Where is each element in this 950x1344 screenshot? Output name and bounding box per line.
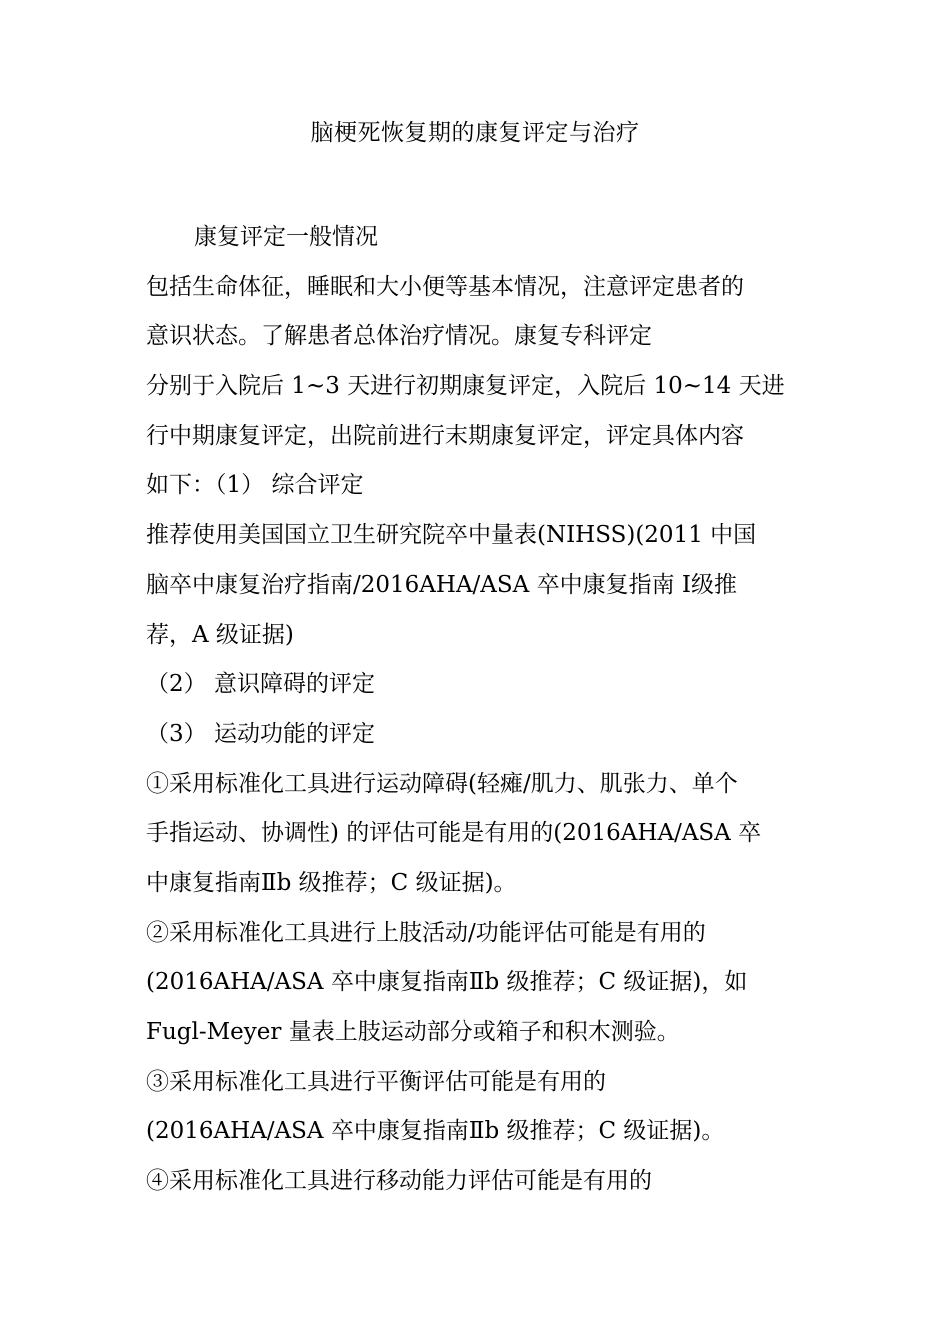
paragraph-line: ③采用标准化工具进行平衡评估可能是有用的 [146, 1068, 606, 1095]
paragraph-line: (2016AHA/ASA 卒中康复指南Ⅱb 级推荐；C 级证据)，如 [146, 969, 748, 996]
paragraph-line: 意识状态。了解患者总体治疗情况。康复专科评定 [146, 323, 652, 350]
paragraph-line: 荐，A 级证据) [146, 621, 294, 648]
section-heading: 康复评定一般情况 [194, 224, 378, 250]
paragraph-line: ①采用标准化工具进行运动障碍(轻瘫/肌力、肌张力、单个 [146, 770, 738, 797]
paragraph-line: 脑卒中康复治疗指南/2016AHA/ASA 卒中康复指南 Ⅰ级推 [146, 571, 737, 598]
paragraph-line: 中康复指南Ⅱb 级推荐；C 级证据)。 [146, 869, 517, 896]
paragraph-line: ②采用标准化工具进行上肢活动/功能评估可能是有用的 [146, 919, 706, 946]
paragraph-line: 包括生命体征，睡眠和大小便等基本情况，注意评定患者的 [146, 273, 744, 300]
paragraph-line: 如下：（1） 综合评定 [146, 472, 364, 499]
list-item-heading: （2） 意识障碍的评定 [146, 671, 375, 698]
paragraph-line: ④采用标准化工具进行移动能力评估可能是有用的 [146, 1168, 652, 1195]
document-title: 脑梗死恢复期的康复评定与治疗 [310, 120, 640, 146]
list-item-heading: （3） 运动功能的评定 [146, 720, 375, 747]
paragraph-line: 行中期康复评定，出院前进行末期康复评定，评定具体内容 [146, 422, 744, 449]
paragraph-line: (2016AHA/ASA 卒中康复指南Ⅱb 级推荐；C 级证据)。 [146, 1118, 725, 1145]
paragraph-line: 手指运动、协调性) 的评估可能是有用的(2016AHA/ASA 卒 [146, 820, 762, 847]
paragraph-line: 推荐使用美国国立卫生研究院卒中量表(NIHSS)(2011 中国 [146, 522, 757, 549]
paragraph-line: 分别于入院后 1~3 天进行初期康复评定，入院后 10~14 天进 [146, 373, 785, 400]
document-body [146, 213, 816, 1207]
paragraph-line: Fugl-Meyer 量表上肢运动部分或箱子和积木测验。 [146, 1019, 680, 1045]
